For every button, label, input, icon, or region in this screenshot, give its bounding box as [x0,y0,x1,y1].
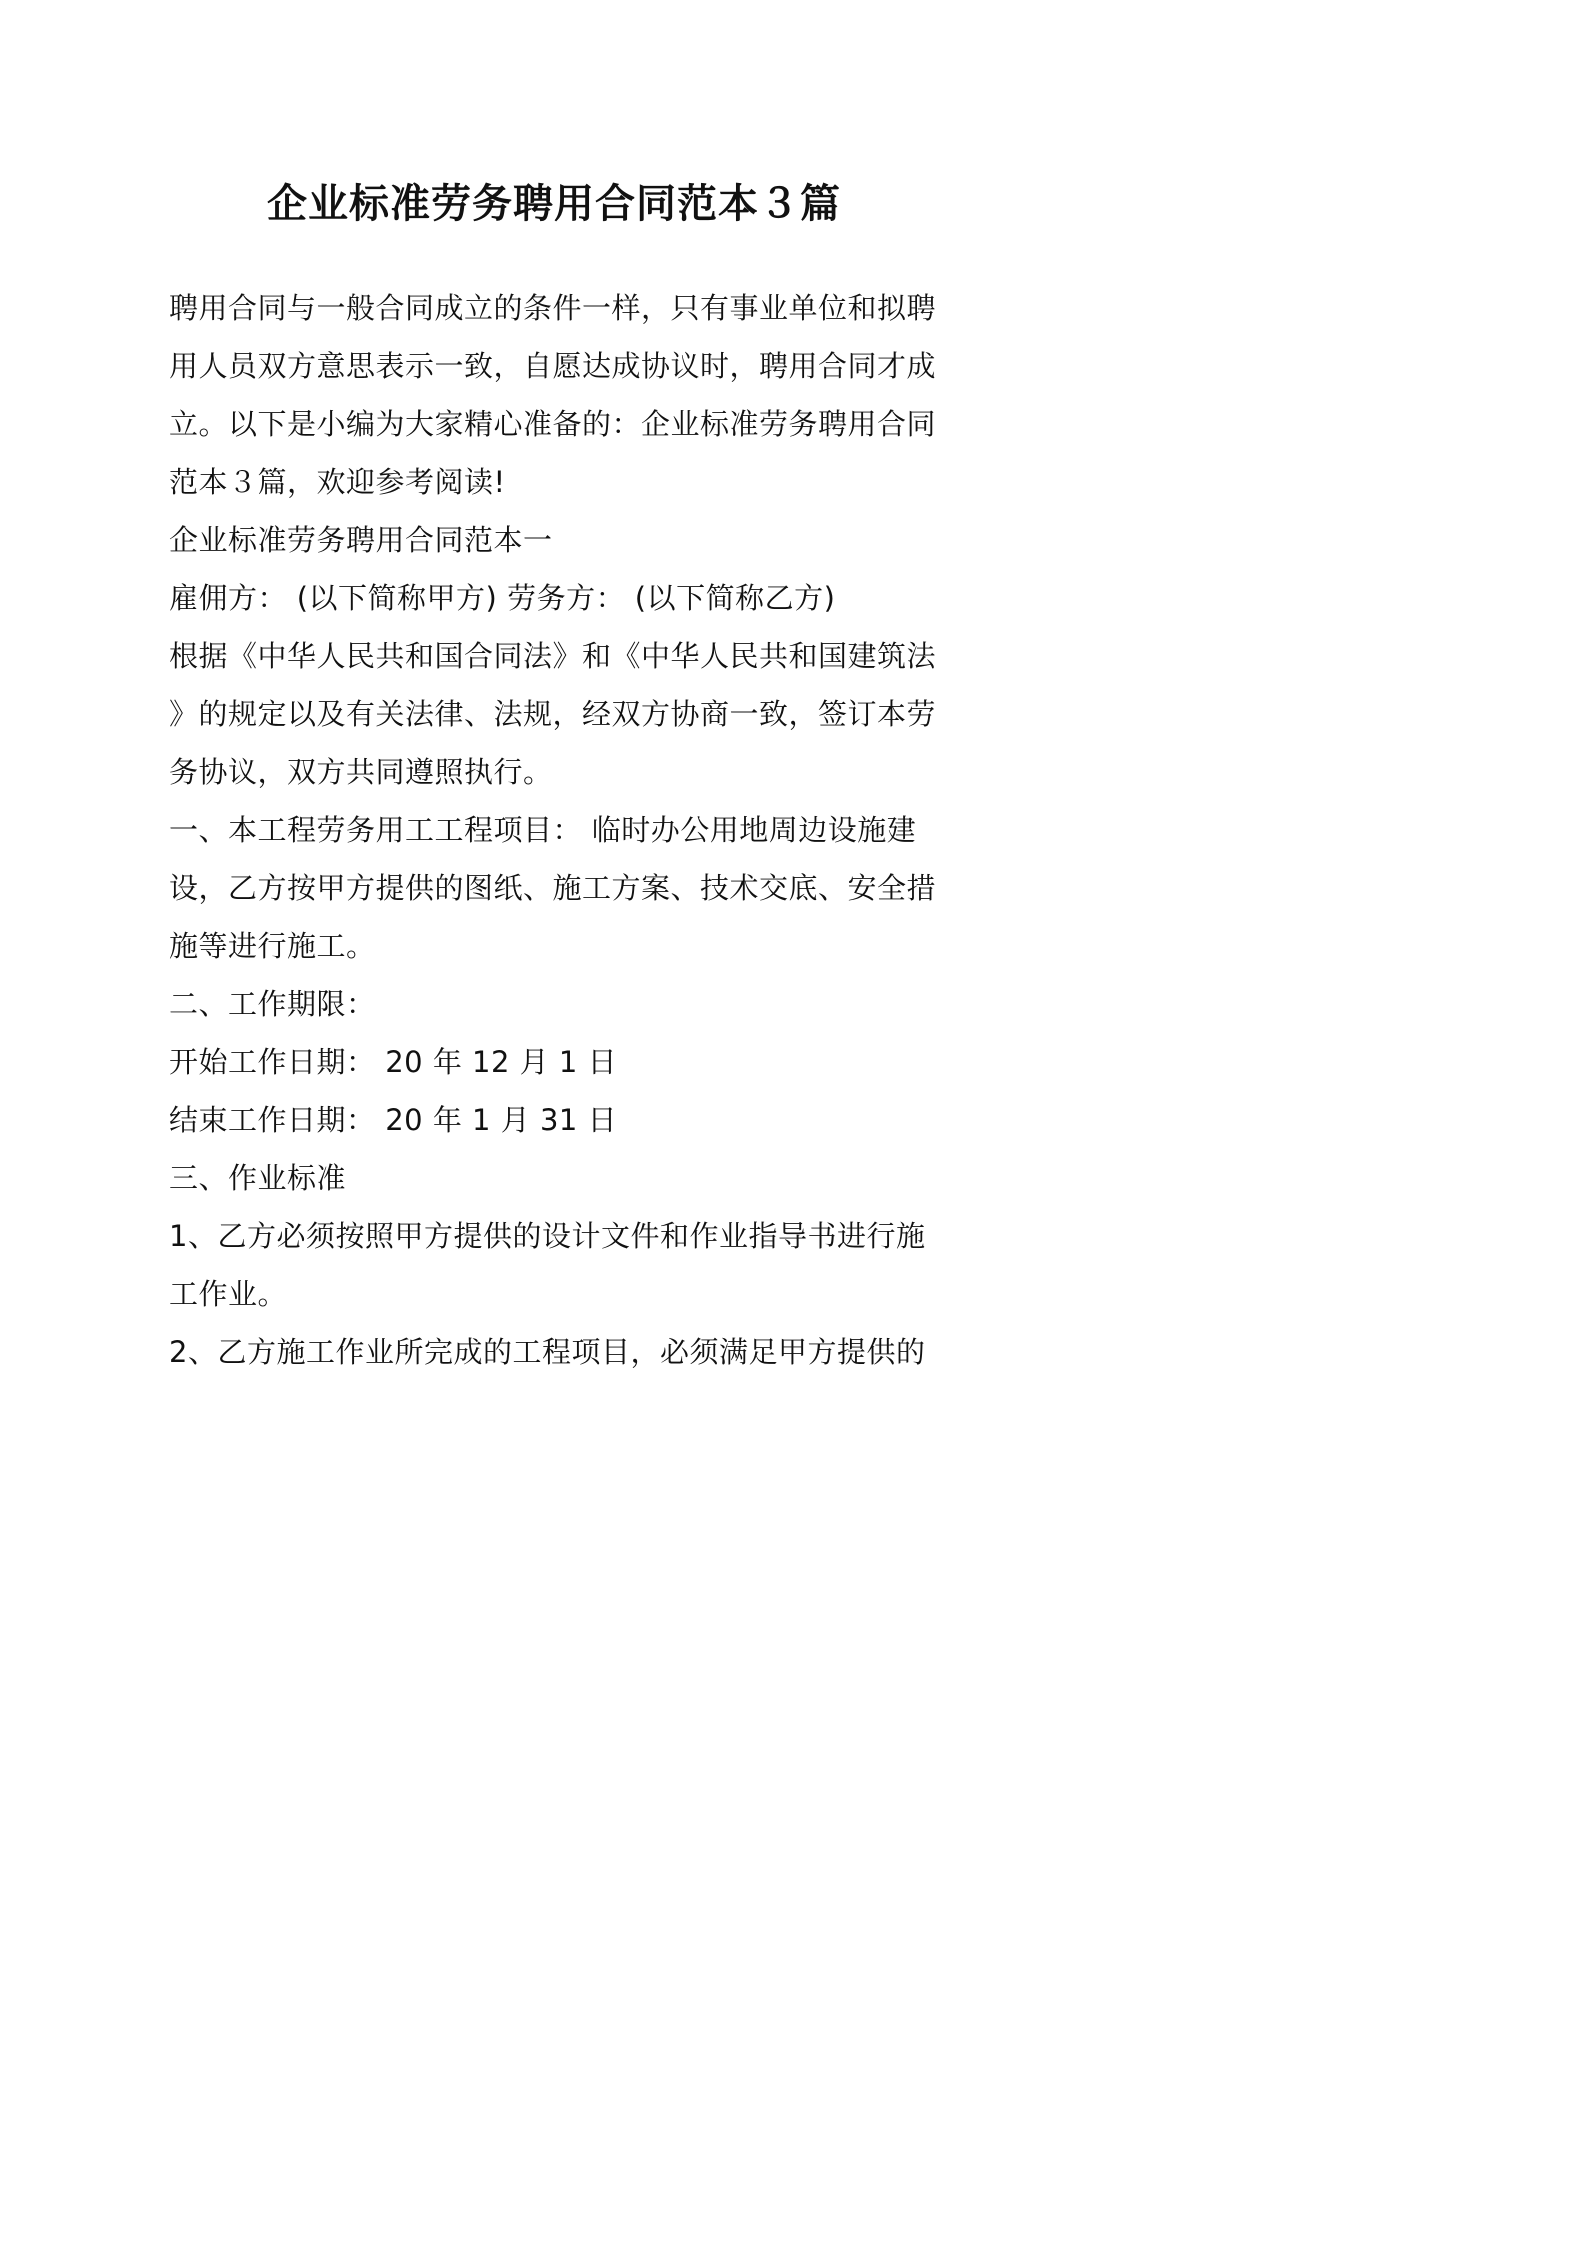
body-line: 范本３篇，欢迎参考阅读! [169,465,506,499]
end-date-line: 结束工作日期： 20 年 1 月 31 日 [169,1103,618,1137]
clause-line: 一、本工程劳务用工工程项目： 临时办公用地周边设施建 [169,813,917,847]
clause-heading: 二、工作期限： [169,987,376,1021]
body-line: 》的规定以及有关法律、法规，经双方协商一致，签订本劳 [169,697,937,731]
document-title: 企业标准劳务聘用合同范本３篇 [267,181,841,227]
document-page [0,0,1108,1568]
clause-line: 施等进行施工。 [169,929,376,963]
clause-line: 1、乙方必须按照甲方提供的设计文件和作业指导书进行施 [169,1219,926,1253]
body-line: 聘用合同与一般合同成立的条件一样，只有事业单位和拟聘 [169,291,937,325]
clause-line: 2、乙方施工作业所完成的工程项目，必须满足甲方提供的 [169,1335,926,1369]
parties-line: 雇佣方： (以下简称甲方) 劳务方： (以下简称乙方) [169,581,836,615]
body-line: 根据《中华人民共和国合同法》和《中华人民共和国建筑法 [169,639,937,673]
clause-line: 工作业。 [169,1277,288,1311]
clause-line: 设，乙方按甲方提供的图纸、施工方案、技术交底、安全措 [169,871,937,905]
body-line: 立。以下是小编为大家精心准备的：企业标准劳务聘用合同 [169,407,937,441]
body-line: 务协议，双方共同遵照执行。 [169,755,553,789]
clause-heading: 三、作业标准 [169,1161,347,1195]
document-body [169,279,949,1381]
section-heading: 企业标准劳务聘用合同范本一 [169,523,553,557]
body-line: 用人员双方意思表示一致，自愿达成协议时，聘用合同才成 [169,349,937,383]
start-date-line: 开始工作日期： 20 年 12 月 1 日 [169,1045,618,1079]
